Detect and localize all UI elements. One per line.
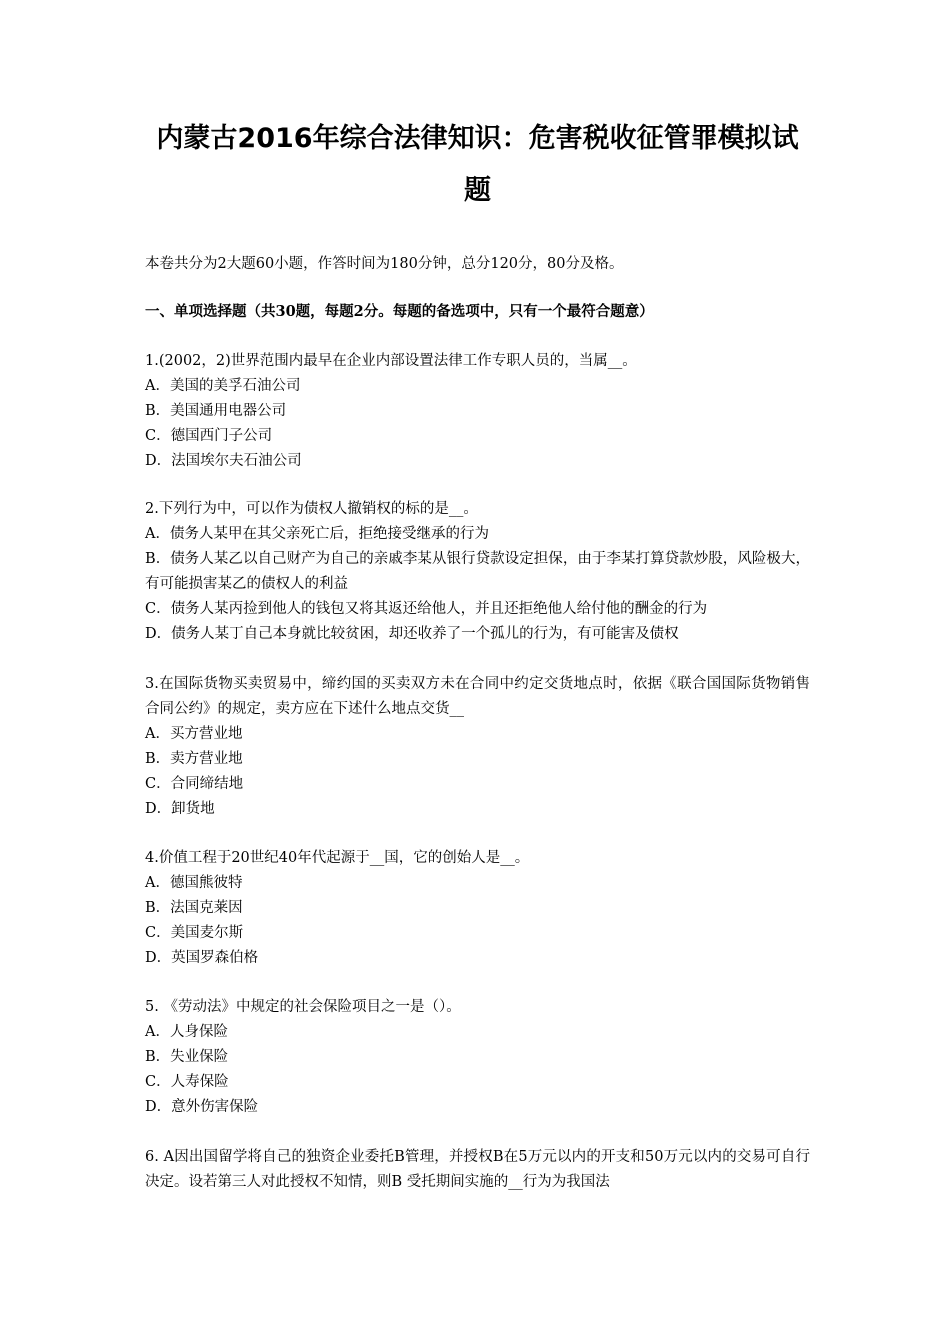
option-b: B．债务人某乙以自己财产为自己的亲戚李某从银行贷款设定担保，由于李某打算贷款炒股，风险极大，有可能损害某乙的债权人的利益	[145, 551, 810, 592]
option-c: C．人寿保险	[145, 1074, 229, 1090]
option-b: B．法国克莱因	[145, 900, 243, 916]
option-d: D．法国埃尔夫石油公司	[145, 453, 302, 469]
option-a: A．美国的美孚石油公司	[145, 378, 301, 394]
option-b: B．美国通用电器公司	[145, 403, 287, 419]
option-a: A．德国熊彼特	[145, 875, 243, 891]
question-6	[145, 1145, 810, 1195]
question-1	[145, 349, 810, 474]
document-title: 内蒙古2016年综合法律知识：危害税收征管罪模拟试题	[156, 123, 799, 206]
question-stem: 4.价值工程于20世纪40年代起源于__国，它的创始人是__。	[145, 850, 530, 866]
option-d: D．卸货地	[145, 801, 215, 817]
exam-intro: 本卷共分为2大题60小题，作答时间为180分钟，总分120分，80分及格。	[145, 256, 624, 272]
question-3	[145, 672, 810, 822]
option-c: C．合同缔结地	[145, 776, 244, 792]
option-a: A．人身保险	[145, 1024, 228, 1040]
option-c: C．美国麦尔斯	[145, 925, 244, 941]
option-c: C．德国西门子公司	[145, 428, 273, 444]
option-b: B．卖方营业地	[145, 751, 243, 767]
question-stem: 1.(2002，2)世界范围内最早在企业内部设置法律工作专职人员的，当属__。	[145, 353, 637, 369]
option-a: A．买方营业地	[145, 726, 243, 742]
question-5	[145, 995, 810, 1120]
option-b: B．失业保险	[145, 1049, 229, 1065]
option-d: D．英国罗森伯格	[145, 950, 259, 966]
question-stem: 2.下列行为中，可以作为债权人撤销权的标的是__。	[145, 501, 478, 517]
option-d: D．意外伤害保险	[145, 1099, 259, 1115]
question-stem: 3.在国际货物买卖贸易中，缔约国的买卖双方未在合同中约定交货地点时，依据《联合国国际货物销售合同公约》的规定，卖方应在下述什么地点交货__	[145, 676, 810, 717]
option-d: D．债务人某丁自己本身就比较贫困，却还收养了一个孤儿的行为，有可能害及债权	[145, 626, 679, 642]
option-a: A．债务人某甲在其父亲死亡后，拒绝接受继承的行为	[145, 526, 489, 542]
section-heading: 一、单项选择题（共30题，每题2分。每题的备选项中，只有一个最符合题意）	[145, 303, 654, 320]
option-c: C．债务人某丙捡到他人的钱包又将其返还给他人，并且还拒绝他人给付他的酬金的行为	[145, 601, 708, 617]
question-2	[145, 497, 810, 647]
question-stem: 6. A因出国留学将自己的独资企业委托B管理，并授权B在5万元以内的开支和50万元以内的交易可自行决定。设若第三人对此授权不知情，则B 受托期间实施的__行为为我国法	[145, 1149, 810, 1190]
question-stem: 5. 《劳动法》中规定的社会保险项目之一是（）。	[145, 999, 461, 1015]
question-4	[145, 846, 810, 971]
